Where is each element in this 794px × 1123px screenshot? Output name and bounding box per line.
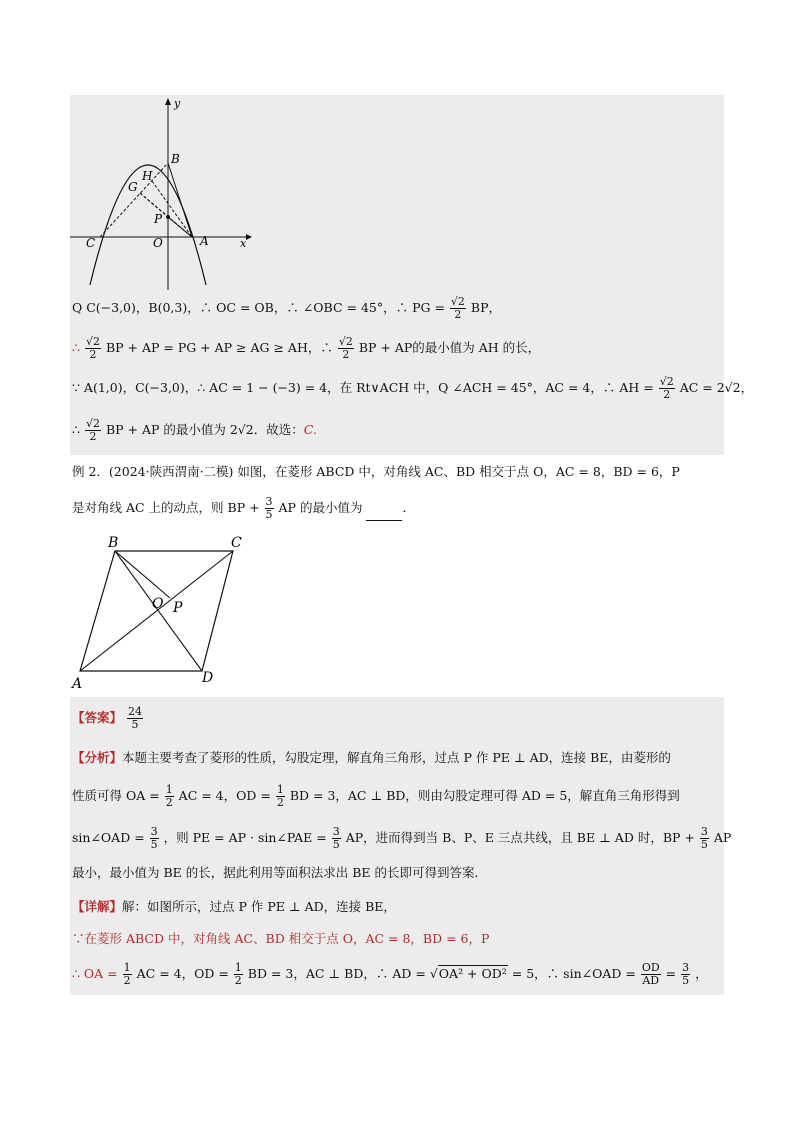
- text-fragment: 5: [131, 718, 139, 731]
- text-fragment: √2: [659, 375, 674, 388]
- text-fragment: √2: [338, 335, 353, 348]
- label-H: H: [142, 169, 153, 183]
- answer-line: [72, 706, 144, 731]
- text-fragment: = 5，∴ sin∠OAD =: [511, 966, 636, 981]
- text-fragment: OA² + OD²: [438, 966, 507, 981]
- text-fragment: 最小，最小值为 BE 的长，据此利用等面积法求出 BE 的长即可得到答案．: [72, 865, 488, 880]
- segment-BA: [168, 163, 192, 237]
- text-fragment: 解：如图所示，过点 P 作 PE ⊥ AD，连接 BE，: [122, 899, 396, 914]
- text-fragment: 5: [265, 508, 273, 521]
- text-fragment: 5: [700, 838, 708, 851]
- text-fragment: 2: [89, 348, 97, 361]
- text-fragment: ．: [402, 500, 415, 515]
- text-fragment: BD = 3，AC ⊥ BD，则由勾股定理可得 AD = 5，解直角三角形得到: [289, 788, 680, 803]
- label-C: C: [86, 236, 96, 250]
- text-fragment: 2: [663, 388, 671, 401]
- text-fragment: AD: [642, 974, 660, 987]
- text-fragment: 3: [265, 495, 273, 508]
- text-fragment: 24: [128, 705, 142, 718]
- text-fragment: BP + AP 的最小值为 2√2．故选：: [105, 422, 304, 437]
- text-fragment: AP，进而得到当 B、P、E 三点共线，且 BE ⊥ AD 时，BP +: [345, 830, 695, 845]
- text-fragment: 2: [276, 796, 284, 809]
- text-fragment: ∴: [72, 422, 80, 437]
- label-O: O: [153, 236, 163, 250]
- text-fragment: 2: [234, 974, 242, 987]
- text-fragment: ∴: [72, 340, 80, 355]
- label-A: A: [72, 676, 83, 692]
- label-D: D: [202, 670, 214, 686]
- text-fragment: 3: [700, 825, 708, 838]
- text-fragment: BP + AP = PG + AP ≥ AG ≥ AH，∴: [105, 340, 333, 355]
- text-fragment: 1: [234, 961, 242, 974]
- label-B: B: [171, 152, 180, 166]
- solution1-line3: [72, 376, 753, 401]
- text-fragment: BD = 3，AC ⊥ BD，∴ AD =: [247, 966, 426, 981]
- y-axis-arrow: [165, 98, 171, 105]
- answer-blank: [366, 520, 402, 521]
- solution1-line1: [72, 296, 501, 321]
- example2-line2: [72, 496, 415, 521]
- text-fragment: Q C(−3,0)，B(0,3)，∴ OC = OB，∴ ∠OBC = 45°，∴ PG =: [72, 300, 445, 315]
- text-fragment: 1: [276, 783, 284, 796]
- label-G: G: [128, 180, 138, 194]
- label-B: B: [108, 535, 119, 551]
- text-fragment: AP: [713, 830, 732, 845]
- text-fragment: 性质可得 OA =: [72, 788, 160, 803]
- analysis-line4: [72, 864, 487, 882]
- text-fragment: √2: [85, 417, 100, 430]
- text-fragment: BP + AP的最小值为 AH 的长，: [358, 340, 541, 355]
- text-fragment: =: [665, 966, 677, 981]
- detail-label: 【详解】: [72, 899, 123, 914]
- text-fragment: √2: [85, 335, 100, 348]
- text-fragment: AC = 4，OD =: [178, 788, 271, 803]
- text-fragment: 2: [454, 308, 462, 321]
- text-fragment: 5: [682, 974, 690, 987]
- text-fragment: AC = 2√2，: [679, 380, 754, 395]
- label-P: P: [154, 212, 163, 226]
- label-A: A: [200, 234, 209, 248]
- text-fragment: 3: [150, 825, 158, 838]
- point-P: [166, 215, 170, 219]
- text-fragment: C.: [303, 422, 317, 437]
- solution1-line2: [72, 336, 540, 361]
- analysis-line3: [72, 826, 731, 851]
- text-fragment: 3: [682, 961, 690, 974]
- detail-line3: ∴ OA = $\frac{1}{2}$ AC = 4，OD = $\frac{1}{2}$ BD = 3，AC ⊥ BD，∴ AD = √OA² + OD² = 5，∴ sin∠OAD = $\frac{OD}{AD}$ = $\frac{3}{5}$ ，: [72, 961, 708, 987]
- text-fragment: 是对角线 AC 上的动点，则 BP +: [72, 500, 260, 515]
- analysis-label: 【分析】: [72, 750, 123, 765]
- answer-label: 【答案】: [72, 710, 123, 725]
- rhombus-figure: [70, 528, 250, 693]
- text-fragment: ，则 PE = AP · sin∠PAE =: [163, 830, 327, 845]
- label-P: P: [173, 600, 183, 616]
- text-fragment: 2: [123, 974, 131, 987]
- x-axis-label: x: [240, 237, 247, 250]
- text-fragment: 2: [165, 796, 173, 809]
- analysis-line1: [72, 749, 671, 767]
- text-fragment: 5: [150, 838, 158, 851]
- text-fragment: 1: [123, 961, 131, 974]
- text-fragment: 1: [165, 783, 173, 796]
- text-fragment: 2: [89, 430, 97, 443]
- segment-BP: [115, 551, 170, 598]
- text-fragment: ，: [695, 966, 708, 981]
- text-fragment: sin∠OAD =: [72, 830, 145, 845]
- label-C: C: [231, 535, 242, 551]
- text-fragment: 例 2．(2024·陕西渭南·二模) 如图，在菱形 ABCD 中，对角线 AC、BD 相交于点 O，AC = 8，BD = 6，P: [72, 464, 680, 479]
- text-fragment: ∴ OA =: [72, 966, 118, 981]
- text-fragment: AC = 4，OD =: [136, 966, 229, 981]
- solution1-line4: [72, 418, 317, 443]
- text-fragment: √2: [450, 295, 465, 308]
- detail-line1: [72, 898, 396, 916]
- text-fragment: BP，: [470, 300, 502, 315]
- y-axis-label: y: [174, 97, 181, 110]
- example2-line1: [72, 463, 680, 481]
- text-fragment: AP 的最小值为: [278, 500, 363, 515]
- analysis-line2: [72, 784, 680, 809]
- detail-line2: [72, 930, 489, 948]
- text-fragment: OD: [641, 961, 660, 974]
- text-fragment: 本题主要考查了菱形的性质，勾股定理，解直角三角形，过点 P 作 PE ⊥ AD，连接 BE，由菱形的: [122, 750, 671, 765]
- text-fragment: 2: [342, 348, 350, 361]
- text-fragment: 3: [332, 825, 340, 838]
- segment-HA: [152, 181, 192, 237]
- text-fragment: 5: [332, 838, 340, 851]
- text-fragment: ∵在菱形 ABCD 中，对角线 AC、BD 相交于点 O，AC = 8，BD = 6，P: [72, 931, 490, 946]
- parabola-figure: [70, 95, 260, 290]
- label-O: O: [152, 596, 164, 612]
- x-axis-arrow: [246, 234, 252, 240]
- text-fragment: ∵ A(1,0)，C(−3,0)，∴ AC = 1 − (−3) = 4，在 Rt∨ACH 中，Q ∠ACH = 45°，AC = 4，∴ AH =: [72, 380, 654, 395]
